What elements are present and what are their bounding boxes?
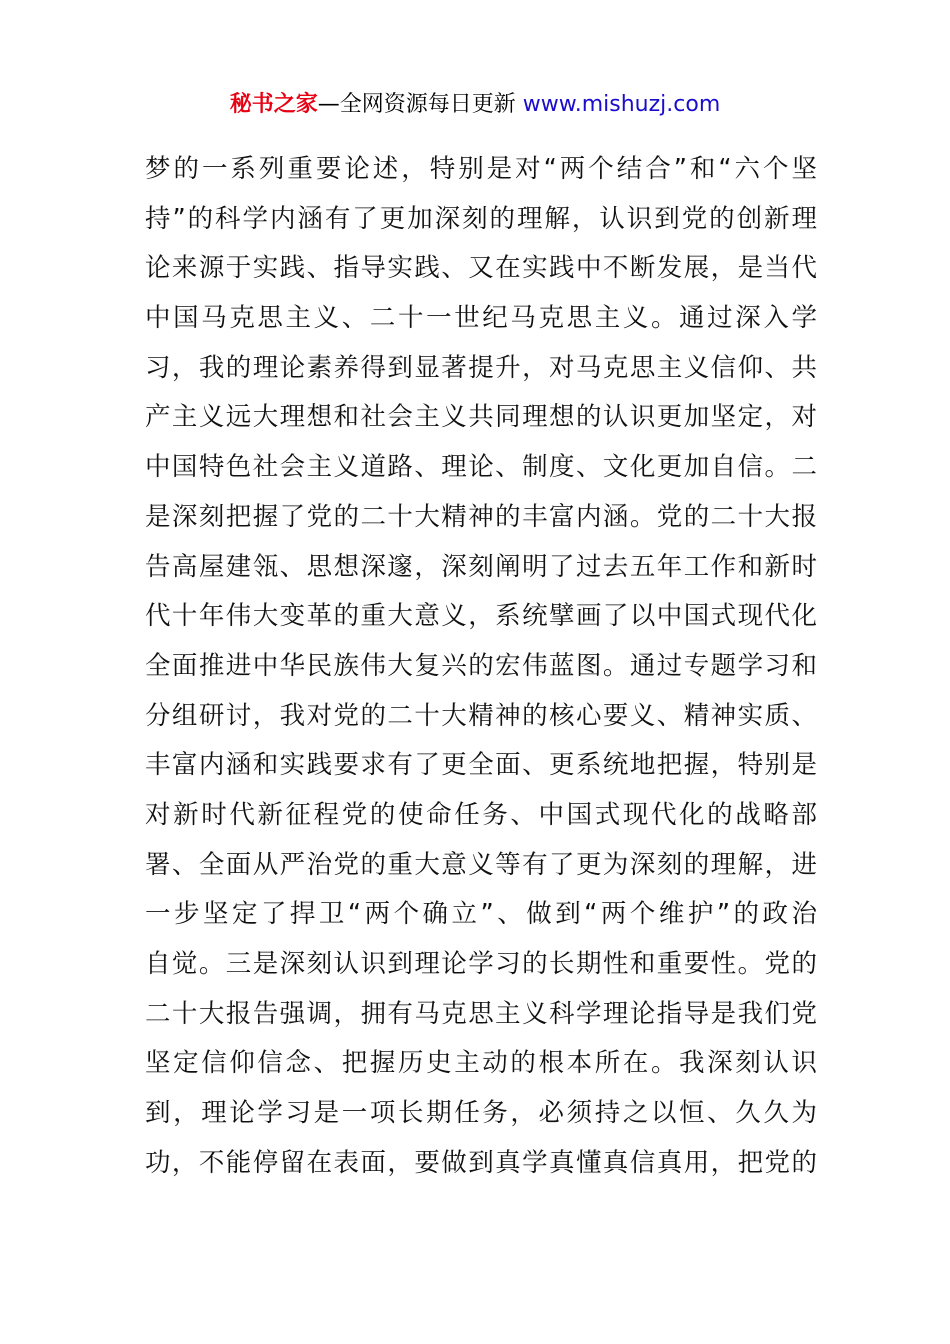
body-paragraph [145,145,817,1188]
header-url-link[interactable]: www.mishuzj.com [522,92,721,117]
body-line: 产主义远大理想和社会主义共同理想的认识更加坚定，对 [145,402,817,433]
body-line: 到，理论学习是一项长期任务，必须持之以恒、久久为 [145,1098,817,1129]
body-line: 习，我的理论素养得到显著提升，对马克思主义信仰、共 [145,352,817,383]
header-tagline: —全网资源每日更新 [317,92,523,117]
body-line: 全面推进中华民族伟大复兴的宏伟蓝图。通过专题学习和 [145,650,817,681]
body-line: 功，不能停留在表面，要做到真学真懂真信真用，把党的 [145,1147,817,1178]
body-line: 丰富内涵和实践要求有了更全面、更系统地把握，特别是 [145,750,817,781]
body-line: 署、全面从严治党的重大意义等有了更为深刻的理解，进 [145,849,817,880]
body-line: 分组研讨，我对党的二十大精神的核心要义、精神实质、 [145,700,817,731]
header-brand: 秘书之家 [229,92,318,117]
body-line: 告高屋建瓴、思想深邃，深刻阐明了过去五年工作和新时 [145,551,817,582]
body-line: 代十年伟大变革的重大意义，系统擘画了以中国式现代化 [145,601,817,632]
body-line: 坚定信仰信念、把握历史主动的根本所在。我深刻认识 [145,1048,817,1079]
body-line: 梦的一系列重要论述，特别是对“两个结合”和“六个坚 [145,154,817,184]
body-line: 一步坚定了捍卫“两个确立”、做到“两个维护”的政治 [145,899,817,930]
body-line: 自觉。三是深刻认识到理论学习的长期性和重要性。党的 [145,949,817,979]
body-line: 中国特色社会主义道路、理论、制度、文化更加自信。二 [145,452,817,483]
body-line: 二十大报告强调，拥有马克思主义科学理论指导是我们党 [145,998,817,1029]
body-line: 是深刻把握了党的二十大精神的丰富内涵。党的二十大报 [145,501,817,532]
body-line: 论来源于实践、指导实践、又在实践中不断发展，是当代 [145,253,817,284]
body-line: 对新时代新征程党的使命任务、中国式现代化的战略部 [145,799,817,830]
body-line: 持”的科学内涵有了更加深刻的理解，认识到党的创新理 [145,203,817,234]
page-header [0,88,950,122]
body-line: 中国马克思主义、二十一世纪马克思主义。通过深入学 [145,303,817,334]
